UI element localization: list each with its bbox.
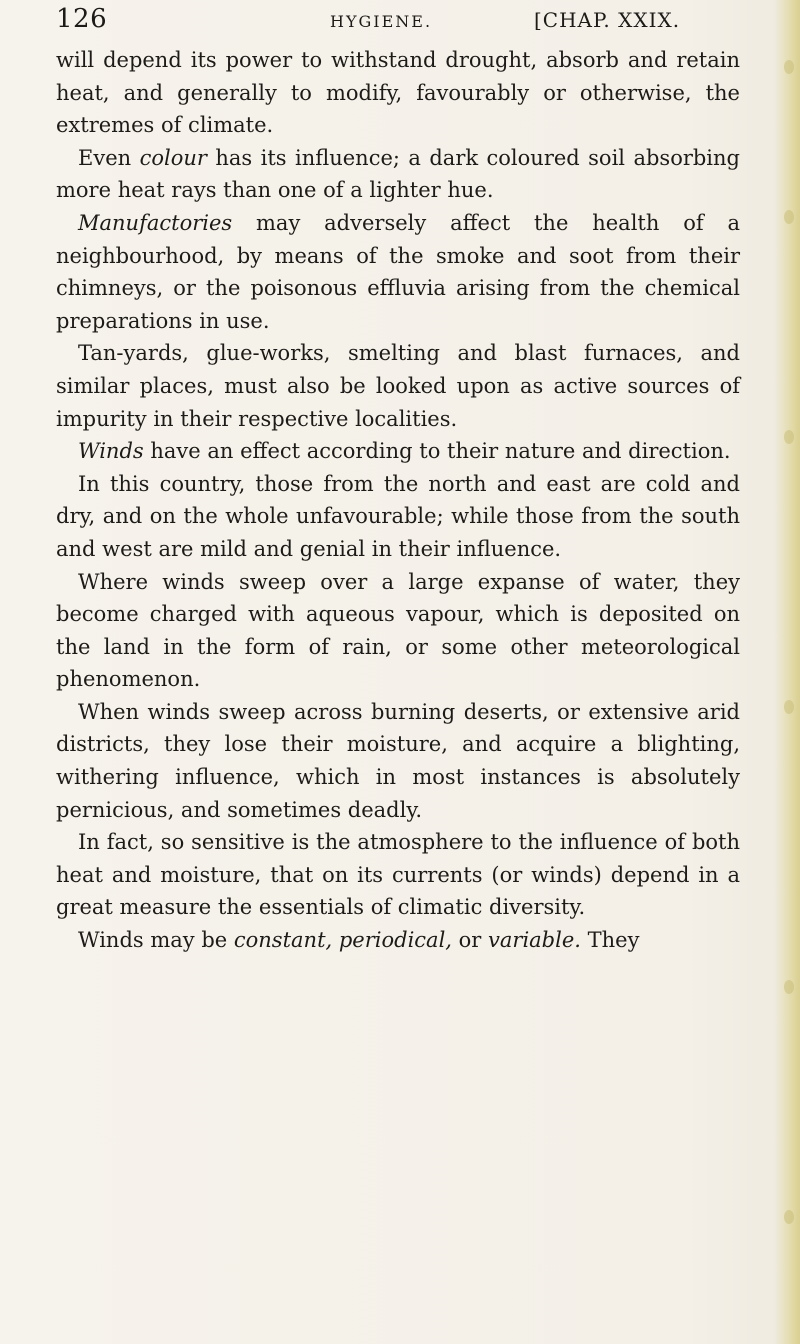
paragraph	[56, 696, 740, 826]
chapter-reference: [CHAP. XXIX.	[534, 8, 681, 32]
italic-term: variable.	[488, 928, 581, 953]
paragraph	[56, 207, 740, 337]
paragraph-connector: or	[451, 928, 489, 953]
paragraph	[56, 468, 740, 566]
page-number: 126	[56, 4, 108, 34]
paragraph-text: When winds sweep across burning deserts, or extensive arid districts, they lose their moisture, and acquire a blighting, withering influence, which in most instances is absolutely pernicious, and sometimes deadly.	[56, 699, 740, 822]
paragraph	[56, 566, 740, 696]
paragraph-lead-term: Winds	[78, 439, 144, 464]
italic-term: constant, periodical,	[233, 928, 452, 953]
foxing-spot	[784, 980, 794, 994]
paragraph-text: have an effect according to their nature and direction.	[143, 439, 731, 464]
foxing-spot	[784, 60, 794, 74]
paragraph-text: Tan-yards, glue-works, smelting and blast furnaces, and similar places, must also be looked upon as active sources of impurity in their respective localities.	[56, 341, 740, 431]
page-edge-shadow	[774, 0, 800, 1344]
paragraph	[56, 337, 740, 435]
foxing-spot	[784, 1210, 794, 1224]
paragraph-text: In this country, those from the north and east are cold and dry, and on the whole unfavourable; while those from the south and west are mild and genial in their influence.	[56, 471, 740, 561]
paragraph	[56, 826, 740, 924]
paragraph	[56, 924, 740, 957]
paragraph-text: will depend its power to withstand drought, absorb and retain heat, and generally to modify, favourably or otherwise, the extremes of climate.	[56, 48, 740, 138]
foxing-spot	[784, 700, 794, 714]
paragraph-suffix: They	[580, 928, 640, 953]
running-header	[56, 4, 740, 40]
body-text	[56, 44, 740, 957]
paragraph-prefix: Even	[78, 145, 140, 170]
paragraph-prefix: Winds may be	[78, 928, 234, 953]
paragraph	[56, 435, 740, 468]
foxing-spot	[784, 210, 794, 224]
paragraph-text: In fact, so sensitive is the atmosphere to the influence of both heat and moisture, that on its currents (or winds) depend in a great measure the essentials of climatic diversity.	[56, 830, 740, 920]
paragraph	[56, 44, 740, 142]
running-title: HYGIENE.	[330, 12, 433, 31]
paragraph	[56, 142, 740, 207]
paragraph-lead-term: colour	[139, 145, 207, 170]
paragraph-text: Where winds sweep over a large expanse of water, they become charged with aqueous vapour, which is deposited on the land in the form of rain, or some other meteorological phenomenon.	[56, 569, 740, 692]
paragraph-text: may adversely affect the health of a neighbourhood, by means of the smoke and soot from their chimneys, or the poisonous effluvia arising from the chemical preparations in use.	[56, 210, 740, 333]
foxing-spot	[784, 430, 794, 444]
paragraph-lead-term: Manufactories	[78, 210, 233, 235]
paragraph-text: has its influence; a dark coloured soil absorbing more heat rays than one of a lighter hue.	[56, 145, 740, 203]
